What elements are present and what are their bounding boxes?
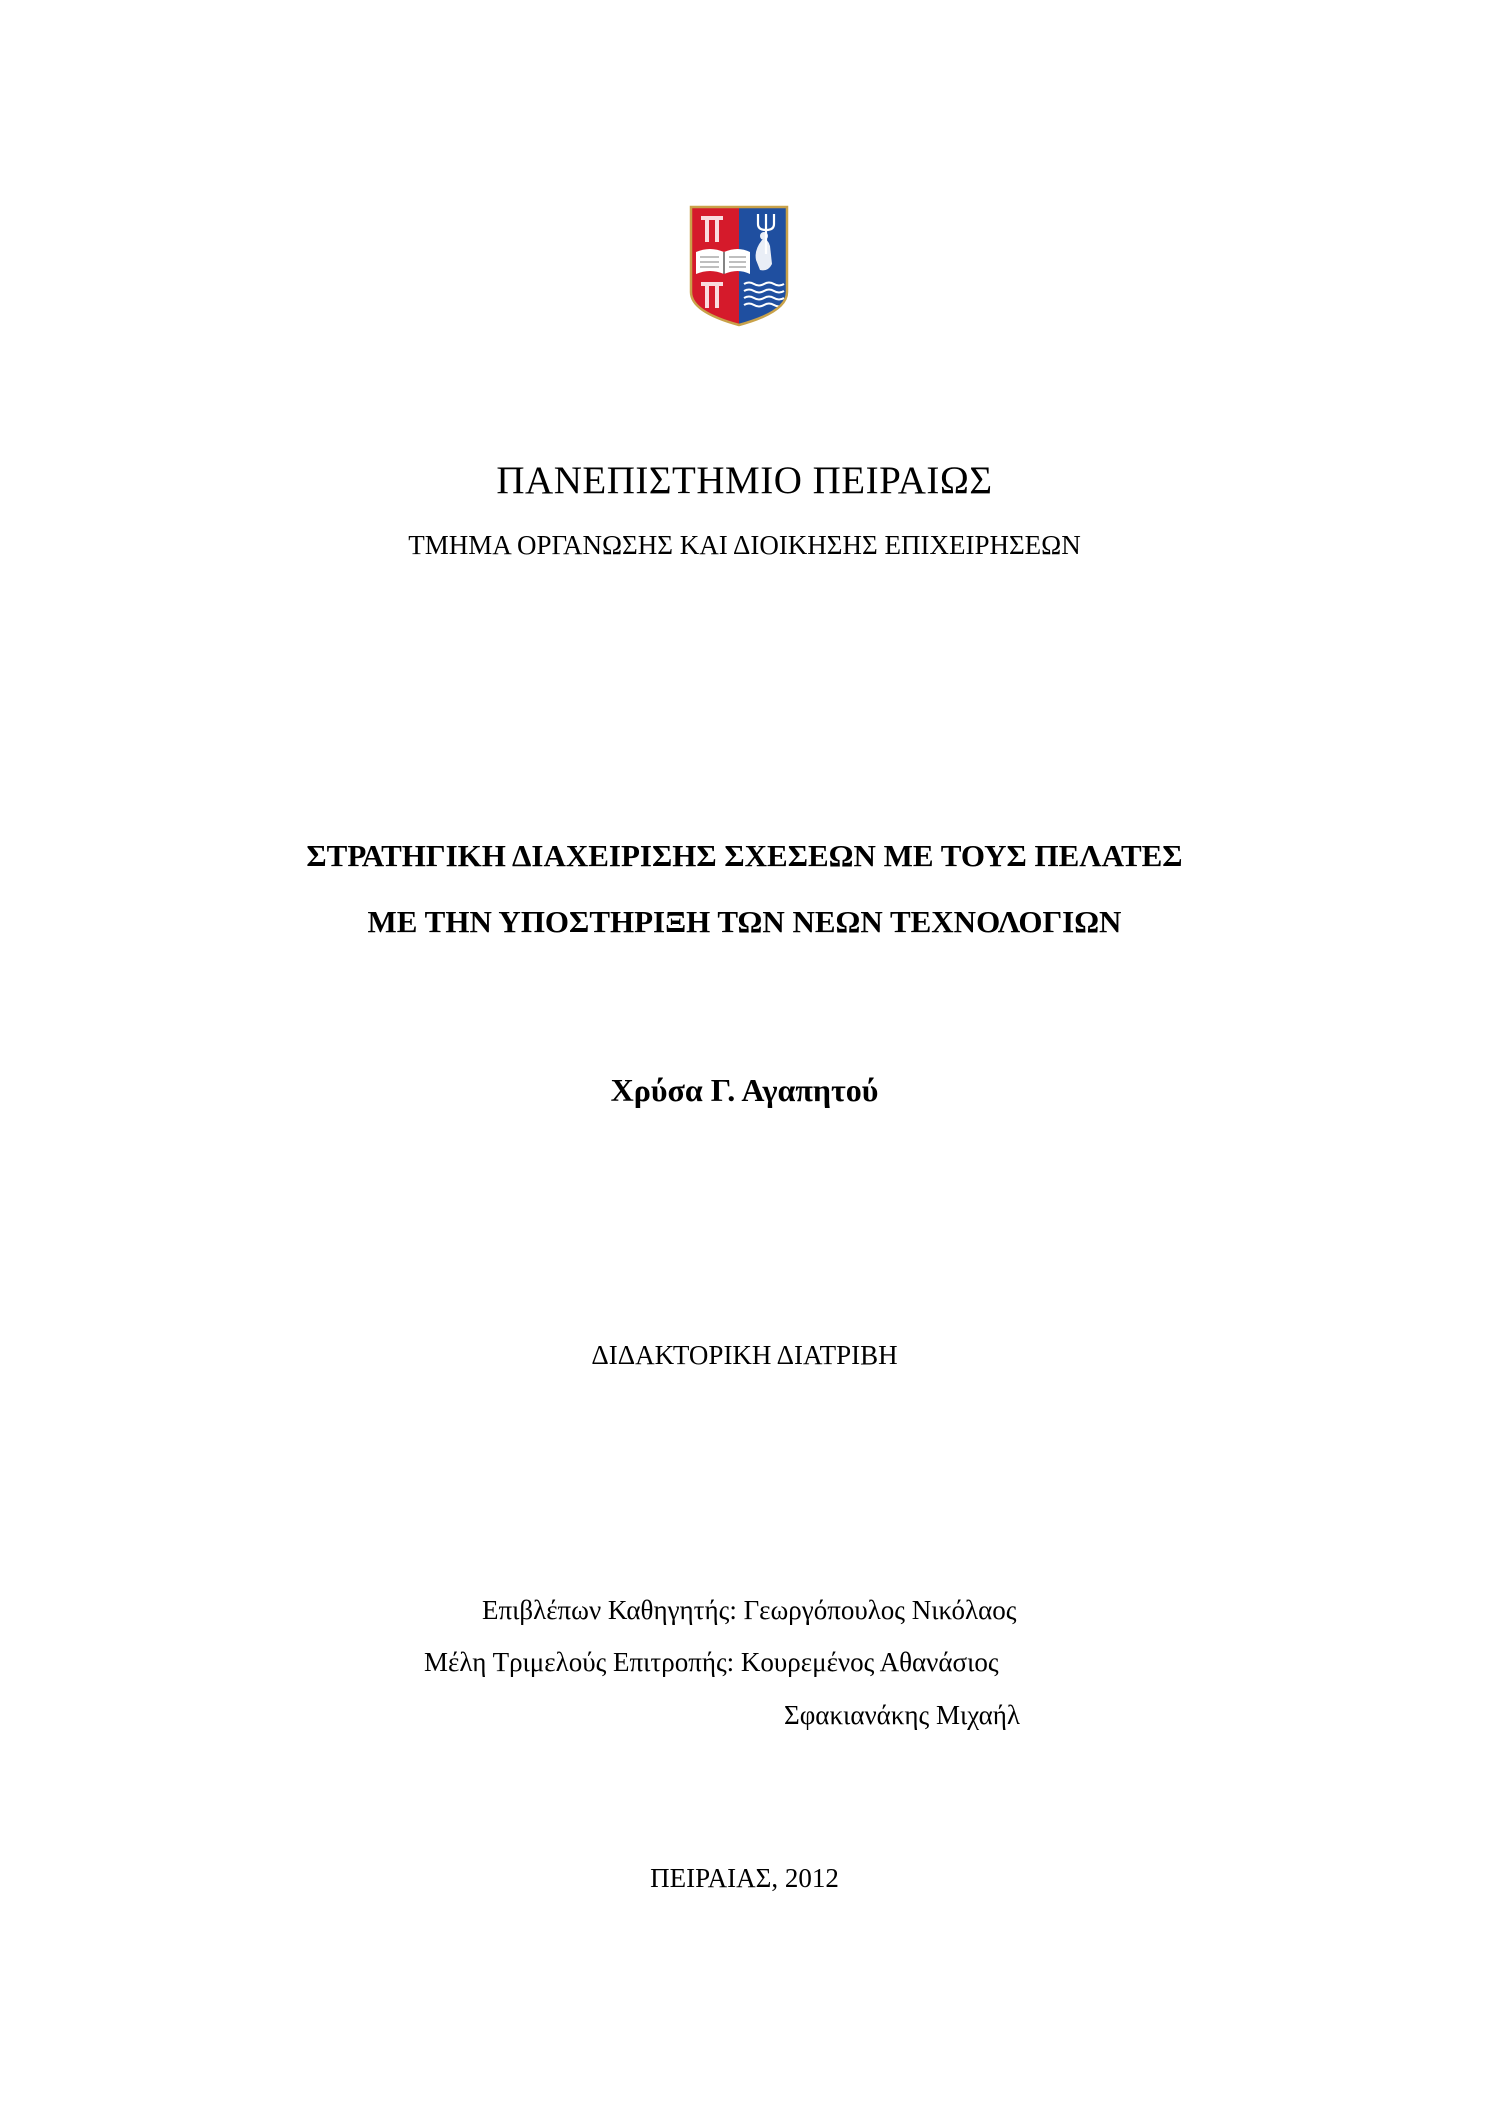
document-type: ΔΙΔΑΚΤΟΡΙΚΗ ΔΙΑΤΡΙΒΗ	[591, 1340, 898, 1370]
university-name: ΠΑΝΕΠΙΣΤΗΜΙΟ ΠΕΙΡΑΙΩΣ	[496, 459, 993, 502]
place-year: ΠΕΙΡΑΙΑΣ, 2012	[650, 1863, 839, 1893]
author-name: Χρύσα Γ. Αγαπητού	[610, 1072, 879, 1108]
supervisor-line: Επιβλέπων Καθηγητής: Γεωργόπουλος Νικόλαος	[482, 1595, 1017, 1625]
committee-members-line: Μέλη Τριμελούς Επιτροπής: Κουρεμένος Αθανάσιος	[424, 1647, 999, 1677]
department-name: ΤΜΗΜΑ ΟΡΓΑΝΩΣΗΣ ΚΑΙ ΔΙΟΙΚΗΣΗΣ ΕΠΙΧΕΙΡΗΣΕΩΝ	[408, 530, 1081, 560]
university-crest-icon	[688, 204, 790, 328]
thesis-title-line-2: ΜΕ ΤΗΝ ΥΠΟΣΤΗΡΙΞΗ ΤΩΝ ΝΕΩΝ ΤΕΧΝΟΛΟΓΙΩΝ	[367, 904, 1122, 939]
thesis-title-line-1: ΣΤΡΑΤΗΓΙΚΗ ΔΙΑΧΕΙΡΙΣΗΣ ΣΧΕΣΕΩΝ ΜΕ ΤΟΥΣ ΠΕΛΑΤΕΣ	[306, 838, 1183, 873]
committee-member-2: Σφακιανάκης Μιχαήλ	[784, 1700, 1020, 1730]
